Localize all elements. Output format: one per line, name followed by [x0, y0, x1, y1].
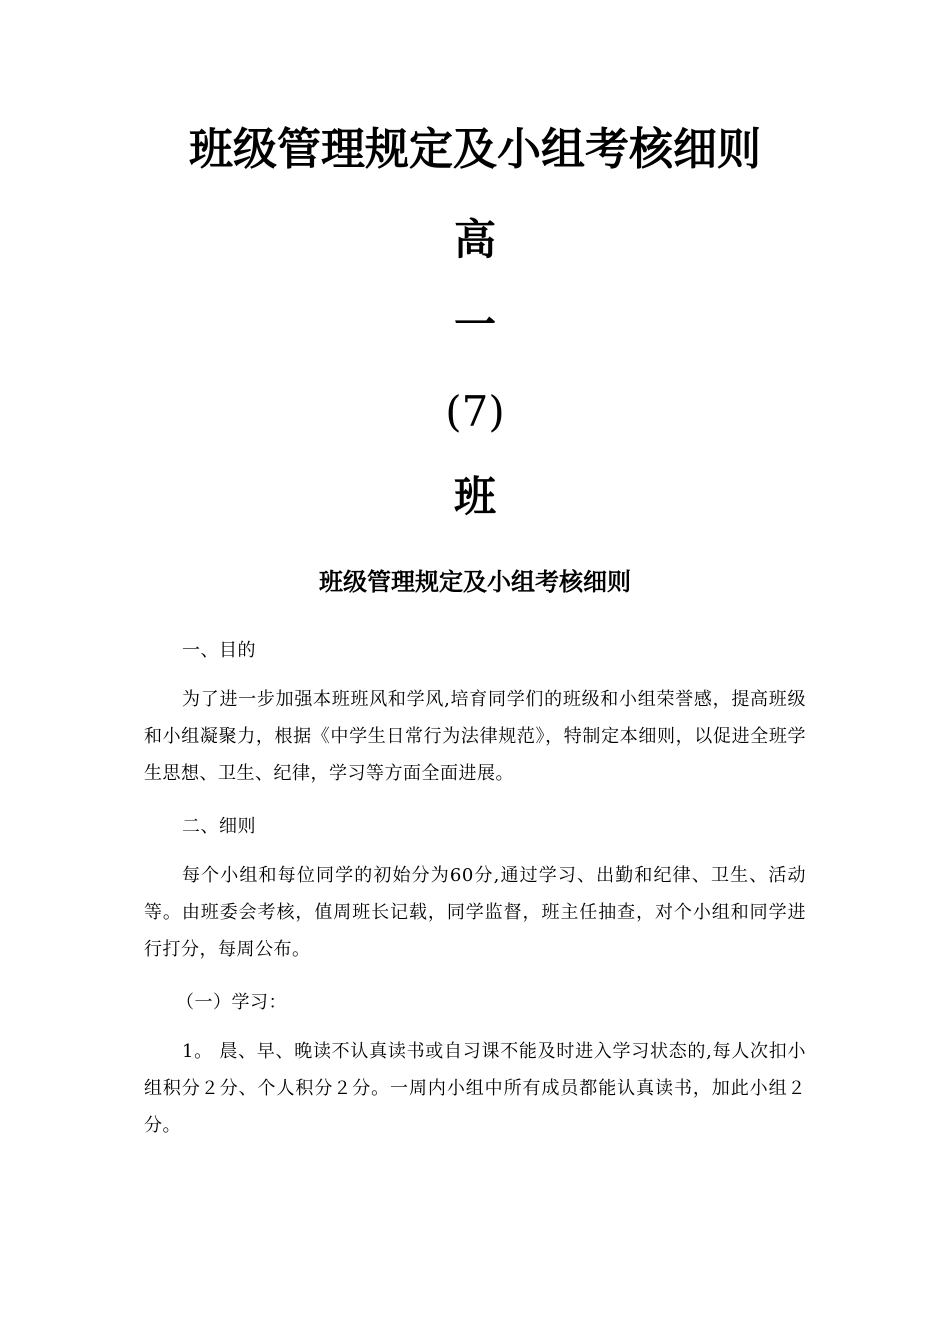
rule-item-1: 1。 晨、早、晚读不认真读书或自习课不能及时进入学习状态的,每人次扣小组积分２分、个人积分２分。一周内小组中所有成员都能认真读书，加此小组２分。: [144, 1041, 806, 1136]
section-paragraph-rules: 每个小组和每位同学的初始分为60分,通过学习、出勤和纪律、卫生、活动等。由班委会考核，值周班长记载，同学监督，班主任抽查，对个小组和同学进行打分，每周公布。: [144, 865, 806, 960]
section-paragraph-purpose: 为了进一步加强本班班风和学风,培育同学们的班级和小组荣誉感，提高班级和小组凝聚力，根据《中学生日常行为法律规范》，特制定本细则，以促进全班学生思想、卫生、纪律，学习等方面全面进展。: [144, 689, 806, 784]
section-heading-purpose: 一、目的: [182, 640, 256, 661]
class-number: (7): [445, 387, 505, 436]
class-label: 班: [453, 472, 496, 521]
grade-number: 一: [453, 300, 496, 349]
document-title: 班级管理规定及小组考核细则: [189, 124, 761, 175]
grade-label: 高: [453, 215, 496, 264]
section-heading-rules: 二、细则: [182, 816, 256, 837]
document-subtitle: 班级管理规定及小组考核细则: [319, 568, 631, 596]
subsection-heading-study: （一）学习：: [176, 992, 287, 1013]
